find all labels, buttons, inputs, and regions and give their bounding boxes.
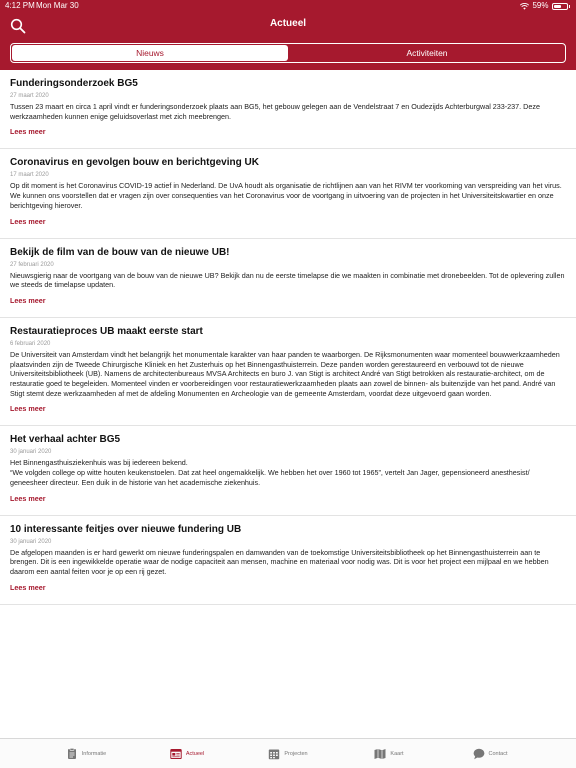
map-icon <box>374 748 386 760</box>
read-more-link[interactable]: Lees meer <box>10 127 46 137</box>
read-more-link[interactable]: Lees meer <box>10 295 46 305</box>
news-date: 30 januari 2020 <box>10 449 52 456</box>
chat-bubble-icon <box>473 748 485 760</box>
read-more-link[interactable]: Lees meer <box>10 582 46 592</box>
news-title[interactable]: Coronavirus en gevolgen bouw en berichtgeving UK <box>10 157 259 169</box>
news-body: Het Binnengasthuisziekenhuis was bij iedereen bekend. “We volgden college op witte houten keukenstoelen. Dat zat heel ongemakkelijk. We hebben het over 1960 tot 1965”, vertelt Jan Jager, gepensioneerd anesthesist/ geneesheer directeur. Een duik in de historie van het academische ziekenhuis. <box>10 458 530 487</box>
news-date: 17 maart 2020 <box>10 172 49 179</box>
read-more-link[interactable]: Lees meer <box>10 493 46 503</box>
battery-level <box>554 5 561 8</box>
info-document-icon <box>66 748 78 760</box>
tab-label: Contact <box>488 750 508 757</box>
news-item[interactable] <box>0 318 576 427</box>
tab-projecten[interactable] <box>238 739 339 768</box>
status-date: Mon Mar 30 <box>36 1 79 10</box>
tab-contact[interactable] <box>440 739 541 768</box>
status-right <box>520 0 570 12</box>
tab-bar <box>0 738 576 768</box>
news-body: Op dit moment is het Coronavirus COVID-19 actief in Nederland. De UvA houdt als organisatie de richtlijnen aan van het RIVM ter voorkoming van verspreiding van het virus. We kunnen ons voorstellen dat er vragen zijn over consequenties van het Coronavirus voor de voortgang in uitvoering van de projecten in het Universiteitskwartier en onze berichtgeving hierover. <box>10 181 562 210</box>
read-more-link[interactable]: Lees meer <box>10 216 46 226</box>
battery-tip <box>569 5 571 8</box>
news-title[interactable]: 10 interessante feitjes over nieuwe fundering UB <box>10 523 242 535</box>
news-title[interactable]: Funderingsonderzoek BG5 <box>10 78 138 89</box>
tab-label: Informatie <box>81 750 107 757</box>
news-body: Nieuwsgierig naar de voortgang van de bouw van de nieuwe UB? Bekijk dan nu de eerste timelapse die we maakten in combinatie met dronebeelden. Tot de oplevering zullen we steeds de timelapse updaten. <box>10 270 565 290</box>
tab-label: Kaart <box>390 750 404 757</box>
battery-percent: 59% <box>532 1 549 10</box>
news-title[interactable]: Restauratieproces UB maakt eerste start <box>10 325 203 337</box>
news-title[interactable]: Het verhaal achter BG5 <box>10 434 121 446</box>
news-item[interactable] <box>0 70 576 149</box>
tab-label: Actueel <box>185 750 205 757</box>
status-time: 4:12 PM <box>5 1 35 10</box>
news-date: 27 maart 2020 <box>10 93 49 99</box>
newspaper-icon <box>170 748 182 760</box>
news-body: Tussen 23 maart en circa 1 april vindt er funderingsonderzoek plaats aan BG5, het gebouw gelegen aan de Vendelstraat 7 en Oudezijds Achterburgwal 233-237. Deze werkzaamheden kunnen enige geluidsoverlast met zich meebrengen. <box>10 102 540 121</box>
segment-nieuws[interactable]: Nieuws <box>12 45 288 61</box>
status-bar <box>0 0 576 12</box>
news-item[interactable] <box>0 239 576 318</box>
news-item[interactable] <box>0 149 576 238</box>
tab-label: Projecten <box>284 750 308 757</box>
news-title[interactable]: Bekijk de film van de bouw van de nieuwe UB! <box>10 246 230 258</box>
header <box>0 0 576 70</box>
segment-activiteiten[interactable]: Activiteiten <box>406 48 448 58</box>
tab-informatie[interactable] <box>36 739 137 768</box>
segmented-control <box>10 43 566 63</box>
tab-actueel[interactable] <box>137 739 238 768</box>
news-date: 30 januari 2020 <box>10 538 52 545</box>
battery-icon <box>552 3 568 10</box>
news-list[interactable] <box>0 70 576 738</box>
calendar-grid-icon <box>268 748 280 760</box>
news-item[interactable] <box>0 516 576 605</box>
tab-kaart[interactable] <box>339 739 440 768</box>
page-title: Actueel <box>269 18 307 29</box>
read-more-link[interactable]: Lees meer <box>10 404 46 414</box>
wifi-icon <box>520 3 529 10</box>
news-body: De afgelopen maanden is er hard gewerkt om nieuwe funderingspalen en damwanden van de toekomstige Universiteitsbibliotheek op het Binnengasthuisterrein aan te brengen. Dit is een ingewikkelde operatie waar de nodige capaciteit aan mensen, machine en materiaal voor nodig was. Dit is voor het project een mijlpaal en we hebben daarom een aantal feiten voor je op een rij gezet. <box>10 547 549 576</box>
news-date: 6 februari 2020 <box>10 340 51 347</box>
news-date: 27 februari 2020 <box>10 261 54 268</box>
news-body: De Universiteit van Amsterdam vindt het belangrijk het monumentale karakter van haar panden te waarborgen. De Rijksmonumenten waar momenteel bouwwerkzaamheden plaatsvinden zijn de Tweede Chirurgische Kliniek en het Zusterhuis op het Binnengasthuisterrein. Deze panden worden gerestaureerd en verbouwd tot de nieuwe Universiteitsbibliotheek (UB). Namens de architectenbureaus MVSA Architects en buro J. van Stigt is architect André van Stigt betrokken als restauratie-architect, om de restauratie goed te begeleiden. Momenteel vinden er voorbereidingen voor restauratiewerkzaamheden plaats aan zowel de binnen- als buitenzijde van het pand. André van Stigt stemt deze werkzaamheden af met de afdeling Monumenten en Archeologie van de gemeente Amsterdam, voordat deze uitgevoerd gaan worden. <box>10 349 560 398</box>
news-item[interactable] <box>0 426 576 515</box>
